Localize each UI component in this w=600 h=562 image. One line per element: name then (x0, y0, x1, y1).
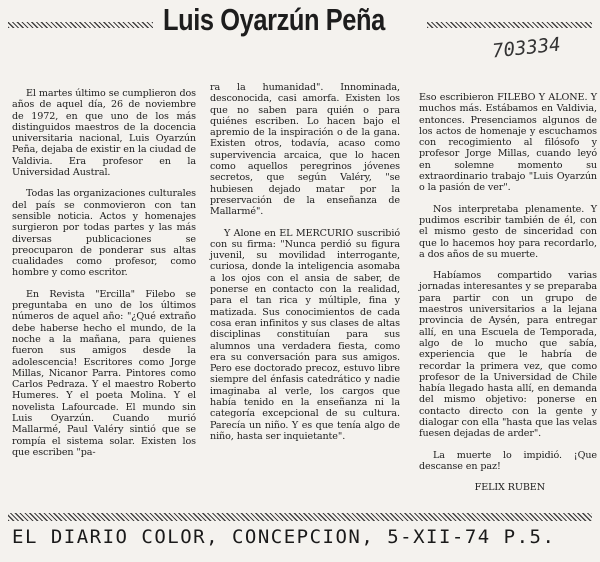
top-right-rule (427, 22, 592, 28)
paragraph: Eso escribieron FILEBO Y ALONE. Y muchos más. Estábamos en Valdivia, entonces. Presenciamos algunos de los actos de homenaje y escuchamos con recogimiento al filósofo y profesor Jorge Millas, cuando leyó en solemne momento su extraordinario trabajo "Luis Oyarzún o la pasión de ver". (419, 92, 597, 194)
paragraph: ra la humanidad". Innominada, desconocida, casi amorfa. Existen los que no saben para quién o para quiénes escriben. Lo hacen bajo el apremio de la inspiración o de la gana. Existen otros, todavía, acaso como supervivencia arcaica, que lo hacen como aquellos peregrinos jóvenes secretos, que según Valéry, "se hubiesen dejado matar por la preservación de la enseñanza de Mallarmé". (210, 82, 400, 218)
bottom-rule (8, 513, 592, 521)
archive-number: 703334 (491, 33, 562, 63)
article-title: Luis Oyarzún Peña (163, 2, 385, 37)
paragraph: Habíamos compartido varias jornadas interesantes y se preparaba para partir con un grupo de maestros universitarios a la lejana provincia de Aysén, para entregar allí, en una Escuela de Temporada, algo de lo mucho que sabía, experiencia que le habría de recordar la primera vez, que como profesor de la Universidad de Chile había llegado hasta allí, en demanda del mismo objetivo: ponerse en contacto directo con la gente y dialogar con ella "hasta que las velas fuesen dejadas de arder". (419, 270, 597, 440)
paragraph: La muerte lo impidió. ¡Que descanse en paz! (419, 449, 597, 472)
paragraph: Nos interpretaba plenamente. Y pudimos escribir también de él, con el mismo gesto de sinceridad con que lo hacemos hoy para recordarlo, a dos años de su muerte. (419, 203, 597, 260)
paragraph: Todas las organizaciones culturales del país se conmovieron con tan sensible noticia. Actos y homenajes surgieron por todas partes y las más diversas publicaciones se preocuparon de ponderar sus altas cualidades como profesor, como hombre y como escritor. (12, 188, 196, 279)
handwritten-source-note: EL DIARIO COLOR, CONCEPCION, 5-XII-74 P.5. (12, 526, 556, 548)
top-left-rule (8, 22, 153, 28)
paragraph: En Revista "Ercilla" Filebo se preguntaba en uno de los últimos números de aquel año: "¿Qué extraño debe haberse hecho el mundo, de la noche a la mañana, para quienes fueron sus amigos desde la adolescencia! Escritores como Jorge Millas, Nicanor Parra. Pintores como Carlos Pedraza. Y el maestro Roberto Humeres. Y el poeta Molina. Y el novelista Lafourcade. El mundo sin Luis Oyarzún. Cuando murió Mallarmé, Paul Valéry sintió que se rompía el sistema solar. Existen los que escriben "pa- (12, 288, 196, 458)
column-1 (12, 82, 196, 468)
signature: FELIX RUBEN (474, 482, 545, 494)
paragraph: Y Alone en EL MERCURIO suscribió con su firma: "Nunca perdió su figura juvenil, su movilidad interrogante, curiosa, donde la inteligencia asomaba a los ojos con el ansia de saber, de ponerse en contacto con la realidad, para el tan rica y múltiple, fina y matizada. Sus conocimientos de cada cosa eran infinitos y sus clases de altas disciplinas constituían para sus alumnos una verdadera fiesta, como era su conversación para sus amigos. Pero ese doctorado precoz, estuvo libre siempre del énfasis catedrático y nadie imaginaba al verle, los cargos que había tenido en la enseñanza ni la categoría excepcional de su cultura. Parecía un niño. Y es que tenía algo de niño, hasta ser inquietante". (210, 227, 400, 442)
column-3 (419, 92, 597, 504)
column-2 (210, 82, 400, 452)
paragraph: El martes último se cumplieron dos años de aquel día, 26 de noviembre de 1972, en que uno de los más distinguidos maestros de la docencia universitaria nacional, Luis Oyarzún Peña, dejaba de existir en la ciudad de Valdivia. Era profesor en la Universidad Austral. (12, 88, 196, 179)
